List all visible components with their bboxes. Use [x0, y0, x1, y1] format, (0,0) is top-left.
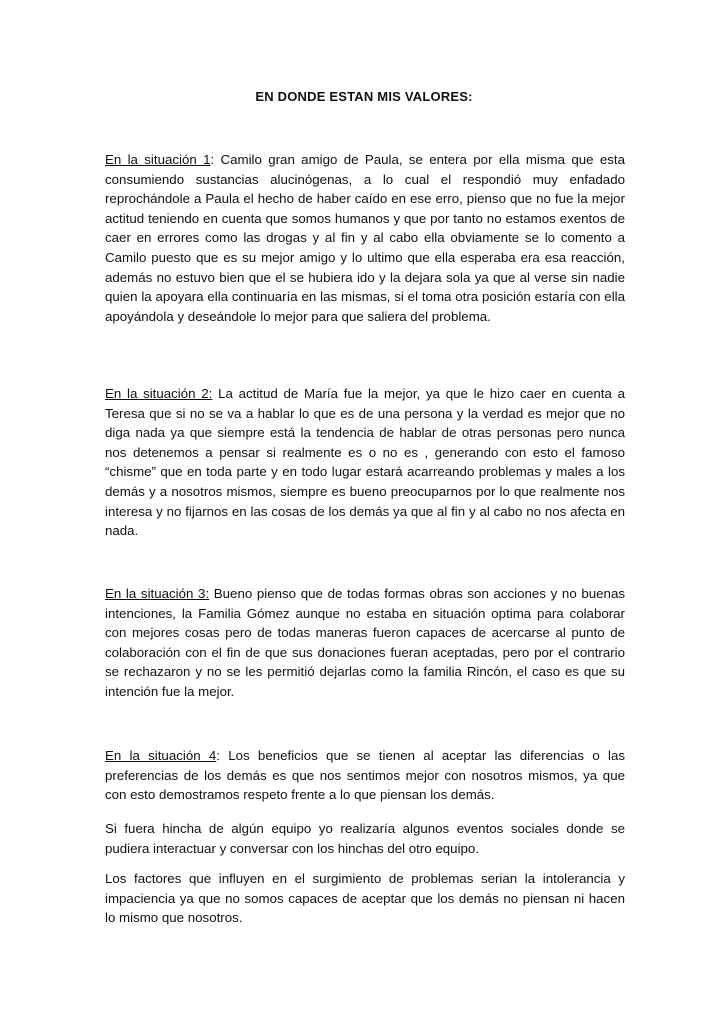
situation-1-text: Camilo gran amigo de Paula, se entera por ella misma que esta consumiendo sustancias alucinógenas, a lo cual el respondió muy enfadado reprochándole a Paula el hecho de haber caído en ese erro, pienso que no fue la mejor actitud teniendo en cuenta que somos humanos y que por tanto no estamos exentos de caer en errores como las drogas y al fin y al cabo ella obviamente se lo comento a Camilo puesto que es su mejor amigo y lo ultimo que ella esperaba era esa reacción, además no estuvo bien que el se hubiera ido y la dejara sola ya que al verse sin nadie quien la apoyara ella continuaría en las mismas, si el toma otra posición estaría con ella apoyándola y deseándole lo mejor para que saliera del problema.	[105, 152, 625, 324]
situation-2-paragraph	[105, 384, 625, 541]
situation-4-text: Los beneficios que se tienen al aceptar las diferencias o las preferencias de los demás es que nos sentimos mejor con nosotros mismos, ya que con esto demostramos respeto frente a lo que piensan los demás.	[105, 748, 625, 803]
situation-3-paragraph	[105, 584, 625, 702]
situation-4-separator: :	[216, 748, 220, 763]
situation-4-label: En la situación 4	[105, 748, 217, 763]
situation-1-separator: :	[210, 152, 215, 167]
situation-3-text: Bueno pienso que de todas formas obras son acciones y no buenas intenciones, la Familia Gómez aunque no estaba en situación optima para colaborar con mejores cosas pero de todas maneras fueron capaces de acercarse al punto de colaboración con el fin de que sus donaciones fueran aceptadas, pero por el contrario se rechazaron y no se les permitió dejarlas como la familia Rincón, el caso es que su intención fue la mejor.	[105, 586, 625, 699]
document-title: EN DONDE ESTAN MIS VALORES:	[255, 89, 473, 104]
body-paragraph: Si fuera hincha de algún equipo yo realizaría algunos eventos sociales donde se pudiera interactuar y conversar con los hinchas del otro equipo.	[105, 821, 625, 856]
body-paragraph: Los factores que influyen en el surgimiento de problemas serian la intolerancia y impaciencia ya que no somos capaces de aceptar que los demás no piensan ni hacen lo mismo que nosotros.	[105, 871, 625, 926]
situation-2-label: En la situación 2:	[105, 386, 213, 401]
situation-1-paragraph	[105, 150, 625, 326]
situation-4-paragraph	[105, 746, 625, 805]
situation-2-text: La actitud de María fue la mejor, ya que le hizo caer en cuenta a Teresa que si no se va a hablar lo que es de una persona y la verdad es mejor que no diga nada ya que siempre está la tendencia de hablar de otras personas pero nunca nos detenemos a pensar si realmente es o no es , generando con esto el famoso “chisme” que en toda parte y en todo lugar estará acarreando problemas y males a los demás y a nosotros mismos, siempre es bueno preocuparnos por lo que realmente nos interesa y no fijarnos en las cosas de los demás ya que al fin y al cabo no nos afecta en nada.	[105, 386, 626, 539]
situation-3-label: En la situación 3:	[105, 586, 210, 601]
situation-1-label: En la situación 1	[105, 152, 211, 167]
